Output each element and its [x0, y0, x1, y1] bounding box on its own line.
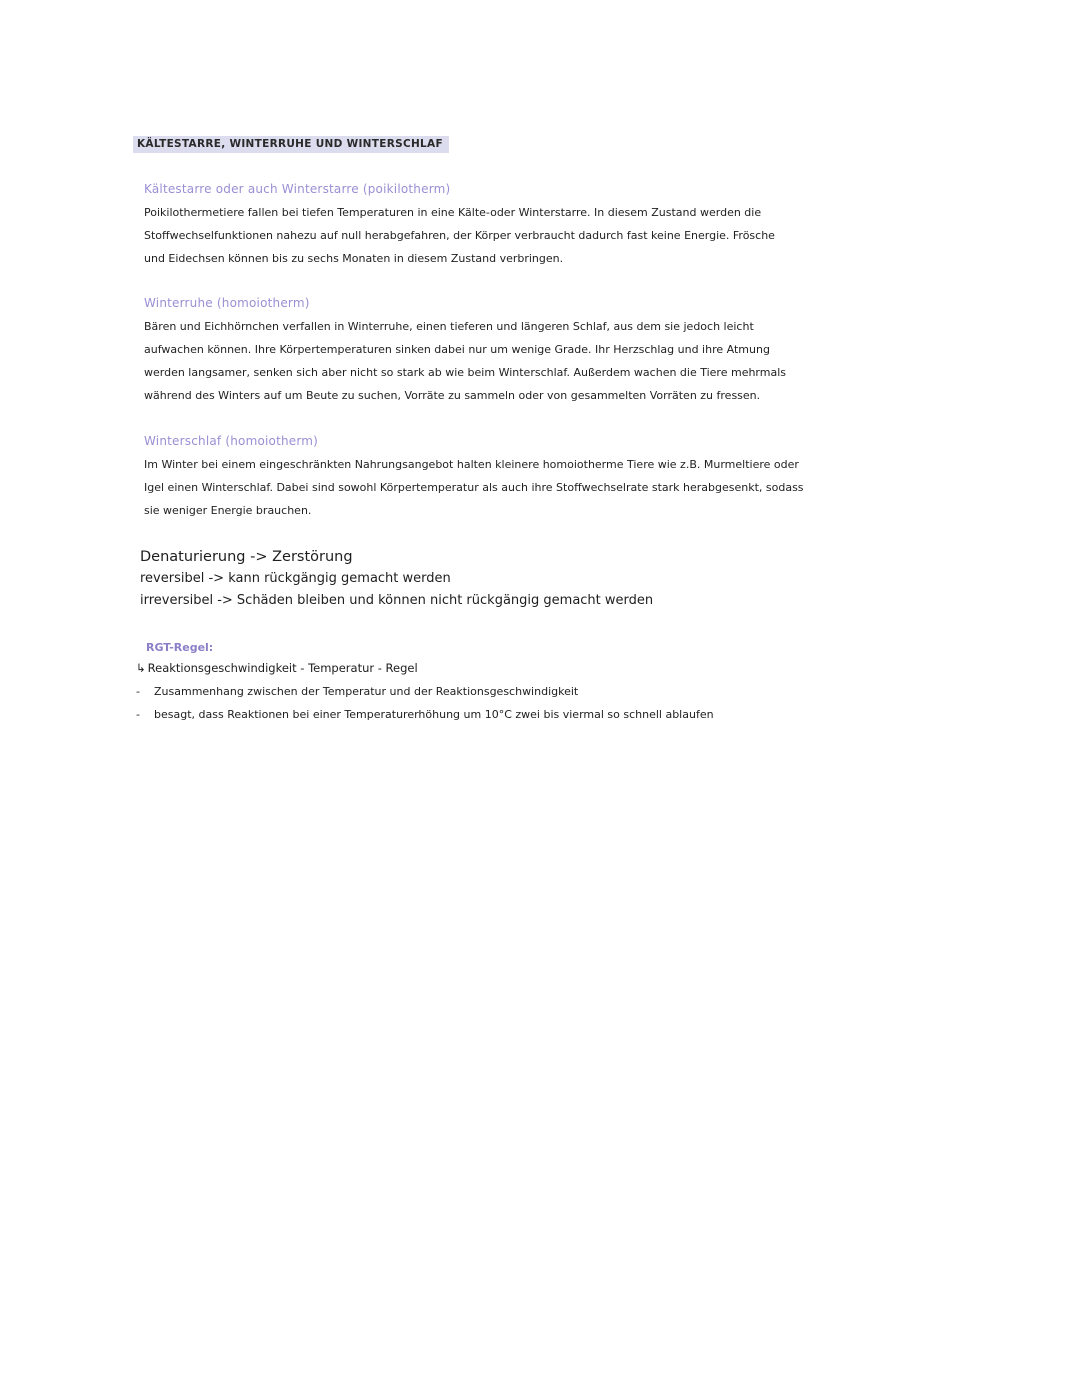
page-title: KÄLTESTARRE, WINTERRUHE UND WINTERSCHLAF	[133, 136, 449, 153]
arrow-icon: ↳	[136, 661, 146, 675]
text-line: aufwachen können. Ihre Körpertemperaturen sinken dabei nur um wenige Grade. Ihr Herzschlag und ihre Atmung	[144, 343, 770, 356]
rgt-definition-text: Reaktionsgeschwindigkeit - Temperatur - Regel	[147, 661, 418, 675]
list-item	[136, 703, 714, 726]
section-heading: Kältestarre oder auch Winterstarre (poikilotherm)	[144, 182, 451, 196]
section-kaeltestarre	[144, 182, 944, 270]
list-item	[136, 680, 714, 703]
section-winterschlaf	[144, 434, 944, 522]
section-heading: Winterschlaf (homoiotherm)	[144, 434, 319, 448]
text-line: Igel einen Winterschlaf. Dabei sind sowohl Körpertemperatur als auch ihre Stoffwechselrate stark herabgesenkt, sodass	[144, 481, 804, 494]
list-item-text: Zusammenhang zwischen der Temperatur und der Reaktionsgeschwindigkeit	[154, 685, 579, 698]
text-line: und Eidechsen können bis zu sechs Monaten in diesem Zustand verbringen.	[144, 252, 564, 265]
text-line: Stoffwechselfunktionen nahezu auf null herabgefahren, der Körper verbraucht dadurch fast keine Energie. Frösche	[144, 229, 775, 242]
section-heading: Winterruhe (homoiotherm)	[144, 296, 310, 310]
text-line: während des Winters auf um Beute zu suchen, Vorräte zu sammeln oder von gesammelten Vorräten zu fressen.	[144, 389, 761, 402]
rgt-heading: RGT-Regel:	[146, 641, 214, 654]
irreversibel-line: irreversibel -> Schäden bleiben und können nicht rückgängig gemacht werden	[140, 593, 654, 608]
denaturierung-line: Denaturierung -> Zerstörung	[140, 549, 353, 565]
reversibel-line: reversibel -> kann rückgängig gemacht werden	[140, 571, 451, 586]
section-body	[144, 315, 944, 407]
text-line: Bären und Eichhörnchen verfallen in Winterruhe, einen tieferen und längeren Schlaf, aus dem sie jedoch leicht	[144, 320, 754, 333]
text-line: Im Winter bei einem eingeschränkten Nahrungsangebot halten kleinere homoiotherme Tiere wie z.B. Murmeltiere oder	[144, 458, 799, 471]
dash-icon: -	[136, 685, 140, 698]
dash-icon: -	[136, 708, 140, 721]
text-line: werden langsamer, senken sich aber nicht so stark ab wie beim Winterschlaf. Außerdem wachen die Tiere mehrmals	[144, 366, 787, 379]
text-line: Poikilothermetiere fallen bei tiefen Temperaturen in eine Kälte-oder Winterstarre. In diesem Zustand werden die	[144, 206, 762, 219]
section-body	[144, 453, 944, 522]
section-body	[144, 201, 944, 270]
text-line: sie weniger Energie brauchen.	[144, 504, 312, 517]
denaturierung-block	[140, 546, 653, 612]
rgt-block	[136, 639, 714, 726]
rgt-definition	[136, 657, 714, 680]
section-winterruhe	[144, 296, 944, 407]
list-item-text: besagt, dass Reaktionen bei einer Temperaturerhöhung um 10°C zwei bis viermal so schnell ablaufen	[154, 708, 714, 721]
